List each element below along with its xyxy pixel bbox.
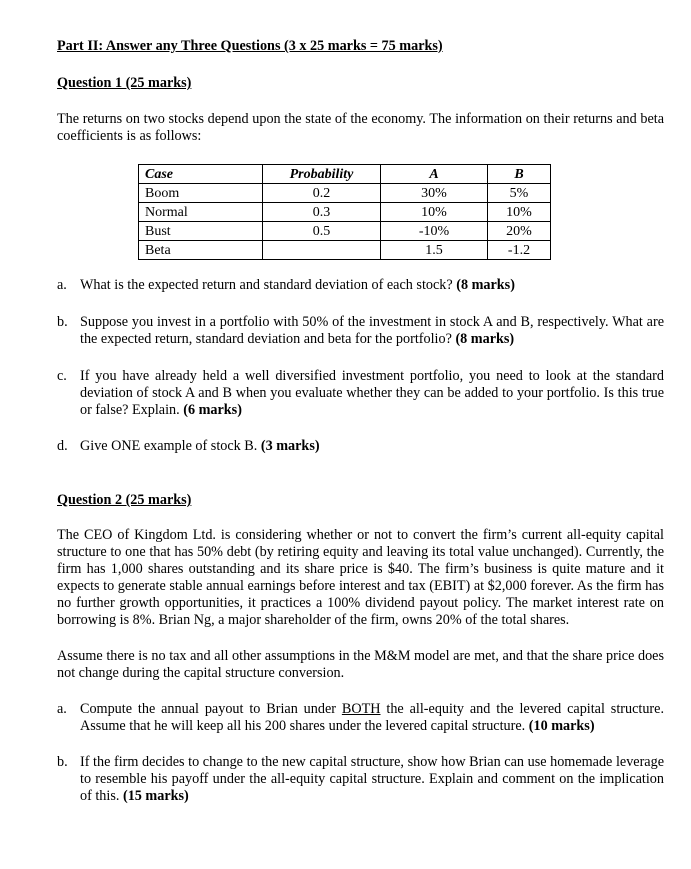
question-1-items — [57, 277, 664, 455]
item-marks: (8 marks) — [455, 331, 515, 347]
question-2-title: Question 2 (25 marks) — [57, 492, 192, 508]
cell-b: 5% — [488, 184, 551, 203]
item-label: a. — [57, 701, 67, 717]
item-marks: (3 marks) — [260, 438, 320, 454]
header-case: Case — [139, 165, 263, 184]
cell-probability: 0.2 — [263, 184, 381, 203]
item-text — [80, 277, 664, 294]
cell-probability: 0.3 — [263, 203, 381, 222]
item-text — [80, 368, 664, 419]
returns-table-wrapper — [138, 164, 664, 260]
item-body-continued: the all-equity and the levered capital structure. Assume that he will keep all his 200 shares under the levered capital structure. — [80, 701, 664, 734]
question-item — [57, 754, 664, 805]
exam-page — [57, 38, 664, 805]
table-row — [139, 222, 551, 241]
cell-probability — [263, 241, 381, 260]
question-item — [57, 701, 664, 735]
item-body: If you have already held a well diversified investment portfolio, you need to look at the standard deviation of stock A and B when you evaluate whether they can be added to your portfolio. Is this true or false? Explain. — [80, 368, 664, 418]
table-row — [139, 203, 551, 222]
part-title: Part II: Answer any Three Questions (3 x 25 marks = 75 marks) — [57, 38, 443, 54]
table-row — [139, 241, 551, 260]
item-label: d. — [57, 438, 68, 454]
question-2-paragraph-1: The CEO of Kingdom Ltd. is considering whether or not to convert the firm’s current all-equity capital structure to one that has 50% debt (by retiring equity and leaving its total value unchanged). Currently, the firm has 1,000 shares outstanding and its share price is $40. The firm’s business is quite mature and it expects to generate stable annual earnings before interest and tax (EBIT) at $2,000 forever. As the firm has no further growth opportunities, it practices a 100% dividend payout policy. The market interest rate on borrowing is 8%. Brian Ng, a major shareholder of the firm, owns 20% of the total shares. — [57, 527, 664, 628]
item-text — [80, 314, 664, 348]
item-label: a. — [57, 277, 67, 293]
cell-case: Normal — [139, 203, 263, 222]
cell-b: 20% — [488, 222, 551, 241]
item-body: Compute the annual payout to Brian under — [80, 701, 342, 717]
item-body: Suppose you invest in a portfolio with 50% of the investment in stock A and B, respectively. What are the expected return, standard deviation and beta for the portfolio? — [80, 314, 664, 347]
item-text — [80, 701, 664, 735]
cell-b: -1.2 — [488, 241, 551, 260]
question-1-intro: The returns on two stocks depend upon the state of the economy. The information on their returns and beta coefficients is as follows: — [57, 111, 664, 144]
cell-case: Beta — [139, 241, 263, 260]
table-row — [139, 184, 551, 203]
item-text — [80, 438, 664, 455]
header-b: B — [488, 165, 551, 184]
question-1-title: Question 1 (25 marks) — [57, 75, 192, 91]
item-marks: (10 marks) — [528, 718, 595, 734]
item-body: Give ONE example of stock B. — [80, 438, 261, 454]
item-marks: (15 marks) — [122, 788, 189, 804]
question-item — [57, 277, 664, 294]
question-item — [57, 438, 664, 455]
cell-probability: 0.5 — [263, 222, 381, 241]
cell-a: 30% — [381, 184, 488, 203]
question-2-items — [57, 701, 664, 805]
item-body: What is the expected return and standard deviation of each stock? — [80, 277, 457, 293]
returns-table — [138, 164, 551, 260]
question-item — [57, 368, 664, 419]
cell-a: 1.5 — [381, 241, 488, 260]
item-marks: (6 marks) — [183, 402, 242, 418]
item-label: c. — [57, 368, 67, 384]
question-2-paragraph-2: Assume there is no tax and all other assumptions in the M&M model are met, and that the share price does not change during the capital structure conversion. — [57, 648, 664, 681]
item-body: If the firm decides to change to the new capital structure, show how Brian can use homemade leverage to resemble his payoff under the all-equity capital structure. Explain and comment on the implication of this. — [80, 754, 664, 804]
item-marks: (8 marks) — [456, 277, 515, 293]
question-item — [57, 314, 664, 348]
item-label: b. — [57, 754, 68, 770]
item-text — [80, 754, 664, 805]
cell-a: -10% — [381, 222, 488, 241]
table-header-row — [139, 165, 551, 184]
header-probability: Probability — [263, 165, 381, 184]
cell-a: 10% — [381, 203, 488, 222]
cell-b: 10% — [488, 203, 551, 222]
header-a: A — [381, 165, 488, 184]
item-emphasis: BOTH — [341, 701, 381, 717]
cell-case: Boom — [139, 184, 263, 203]
cell-case: Bust — [139, 222, 263, 241]
item-label: b. — [57, 314, 68, 330]
